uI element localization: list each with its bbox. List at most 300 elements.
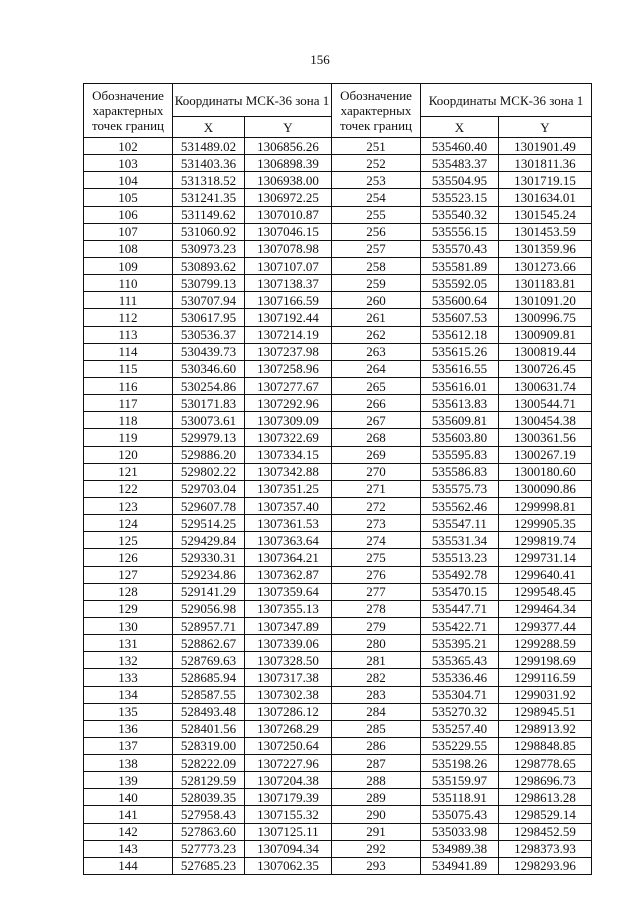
- cell-x-left: 531318.52: [173, 172, 245, 189]
- table-row: [84, 583, 592, 600]
- cell-point-id-right: 291: [332, 823, 421, 840]
- cell-y-left: 1306938.00: [245, 172, 332, 189]
- cell-point-id-right: 266: [332, 395, 421, 412]
- table-row: [84, 326, 592, 343]
- cell-y-right: 1299288.59: [499, 635, 592, 652]
- cell-y-right: 1300631.74: [499, 377, 592, 394]
- cell-y-right: 1298913.92: [499, 720, 592, 737]
- cell-y-left: 1307258.96: [245, 360, 332, 377]
- cell-y-left: 1307094.34: [245, 840, 332, 857]
- cell-point-id-left: 104: [84, 172, 173, 189]
- table-row: [84, 566, 592, 583]
- cell-y-left: 1307302.38: [245, 686, 332, 703]
- table-row: [84, 189, 592, 206]
- cell-point-id-right: 252: [332, 155, 421, 172]
- cell-point-id-left: 103: [84, 155, 173, 172]
- cell-y-left: 1307277.67: [245, 377, 332, 394]
- table-row: [84, 395, 592, 412]
- cell-y-right: 1301091.20: [499, 292, 592, 309]
- cell-y-right: 1300180.60: [499, 463, 592, 480]
- cell-x-right: 535523.15: [421, 189, 499, 206]
- cell-x-right: 535595.83: [421, 446, 499, 463]
- cell-x-left: 528401.56: [173, 720, 245, 737]
- cell-point-id-right: 279: [332, 617, 421, 634]
- cell-x-left: 530799.13: [173, 275, 245, 292]
- cell-y-left: 1307046.15: [245, 223, 332, 240]
- cell-y-left: 1307357.40: [245, 497, 332, 514]
- cell-point-id-right: 254: [332, 189, 421, 206]
- cell-x-right: 535257.40: [421, 720, 499, 737]
- cell-x-left: 530707.94: [173, 292, 245, 309]
- cell-point-id-left: 119: [84, 429, 173, 446]
- cell-y-left: 1307125.11: [245, 823, 332, 840]
- cell-x-left: 530893.62: [173, 257, 245, 274]
- cell-x-left: 529703.04: [173, 480, 245, 497]
- cell-y-left: 1307204.38: [245, 772, 332, 789]
- cell-point-id-right: 282: [332, 669, 421, 686]
- cell-y-right: 1301545.24: [499, 206, 592, 223]
- cell-x-left: 527773.23: [173, 840, 245, 857]
- cell-y-left: 1307361.53: [245, 515, 332, 532]
- table-row: [84, 412, 592, 429]
- table-row: [84, 446, 592, 463]
- cell-y-right: 1299116.59: [499, 669, 592, 686]
- cell-point-id-right: 270: [332, 463, 421, 480]
- cell-point-id-right: 263: [332, 343, 421, 360]
- cell-x-left: 527863.60: [173, 823, 245, 840]
- cell-y-left: 1307351.25: [245, 480, 332, 497]
- cell-x-right: 535159.97: [421, 772, 499, 789]
- cell-point-id-left: 142: [84, 823, 173, 840]
- cell-y-left: 1307078.98: [245, 240, 332, 257]
- cell-point-id-right: 283: [332, 686, 421, 703]
- cell-y-right: 1300361.56: [499, 429, 592, 446]
- cell-x-right: 535607.53: [421, 309, 499, 326]
- cell-point-id-left: 134: [84, 686, 173, 703]
- cell-y-left: 1307359.64: [245, 583, 332, 600]
- cell-x-right: 535616.01: [421, 377, 499, 394]
- cell-x-left: 528319.00: [173, 737, 245, 754]
- cell-x-left: 531403.36: [173, 155, 245, 172]
- cell-y-left: 1307010.87: [245, 206, 332, 223]
- cell-point-id-right: 268: [332, 429, 421, 446]
- cell-y-right: 1300544.71: [499, 395, 592, 412]
- cell-y-right: 1298613.28: [499, 789, 592, 806]
- cell-point-id-right: 287: [332, 755, 421, 772]
- cell-y-left: 1307166.59: [245, 292, 332, 309]
- cell-y-left: 1307179.39: [245, 789, 332, 806]
- cell-y-left: 1307227.96: [245, 755, 332, 772]
- cell-y-right: 1298373.93: [499, 840, 592, 857]
- cell-y-right: 1301273.66: [499, 257, 592, 274]
- header-coordinates-right: Координаты МСК-36 зона 1: [421, 84, 592, 117]
- cell-point-id-right: 260: [332, 292, 421, 309]
- cell-point-id-right: 274: [332, 532, 421, 549]
- cell-x-left: 528129.59: [173, 772, 245, 789]
- cell-point-id-left: 133: [84, 669, 173, 686]
- cell-y-left: 1307268.29: [245, 720, 332, 737]
- cell-x-left: 529979.13: [173, 429, 245, 446]
- cell-y-left: 1307292.96: [245, 395, 332, 412]
- cell-point-id-right: 255: [332, 206, 421, 223]
- cell-point-id-right: 288: [332, 772, 421, 789]
- header-point-label-left: Обозначение характерных точек границ: [84, 84, 173, 138]
- cell-point-id-left: 132: [84, 652, 173, 669]
- cell-x-left: 529234.86: [173, 566, 245, 583]
- cell-x-left: 531149.62: [173, 206, 245, 223]
- cell-x-left: 529514.25: [173, 515, 245, 532]
- cell-x-right: 535562.46: [421, 497, 499, 514]
- cell-point-id-right: 251: [332, 138, 421, 155]
- cell-x-left: 528493.48: [173, 703, 245, 720]
- cell-x-left: 531060.92: [173, 223, 245, 240]
- cell-y-right: 1299819.74: [499, 532, 592, 549]
- cell-x-right: 535336.46: [421, 669, 499, 686]
- cell-y-right: 1299198.69: [499, 652, 592, 669]
- table-row: [84, 429, 592, 446]
- cell-x-right: 535365.43: [421, 652, 499, 669]
- cell-x-left: 529330.31: [173, 549, 245, 566]
- header-point-label-right: Обозначение характерных точек границ: [332, 84, 421, 138]
- cell-y-left: 1307328.50: [245, 652, 332, 669]
- table-row: [84, 480, 592, 497]
- cell-x-left: 530439.73: [173, 343, 245, 360]
- cell-point-id-left: 118: [84, 412, 173, 429]
- table-row: [84, 138, 592, 155]
- cell-x-right: 535616.55: [421, 360, 499, 377]
- cell-point-id-right: 262: [332, 326, 421, 343]
- cell-point-id-right: 285: [332, 720, 421, 737]
- cell-x-left: 529141.29: [173, 583, 245, 600]
- cell-x-right: 535570.43: [421, 240, 499, 257]
- cell-x-right: 535612.18: [421, 326, 499, 343]
- cell-y-left: 1307155.32: [245, 806, 332, 823]
- cell-point-id-left: 121: [84, 463, 173, 480]
- cell-y-right: 1299640.41: [499, 566, 592, 583]
- table-row: [84, 720, 592, 737]
- cell-point-id-right: 257: [332, 240, 421, 257]
- cell-y-right: 1299548.45: [499, 583, 592, 600]
- cell-y-right: 1299464.34: [499, 600, 592, 617]
- cell-x-right: 535470.15: [421, 583, 499, 600]
- cell-point-id-right: 272: [332, 497, 421, 514]
- cell-y-right: 1299031.92: [499, 686, 592, 703]
- cell-point-id-left: 120: [84, 446, 173, 463]
- table-row: [84, 206, 592, 223]
- cell-y-right: 1298696.73: [499, 772, 592, 789]
- cell-point-id-right: 259: [332, 275, 421, 292]
- cell-point-id-left: 129: [84, 600, 173, 617]
- cell-y-left: 1307355.13: [245, 600, 332, 617]
- table-row: [84, 377, 592, 394]
- cell-point-id-left: 126: [84, 549, 173, 566]
- cell-x-left: 527685.23: [173, 857, 245, 874]
- cell-x-right: 535547.11: [421, 515, 499, 532]
- cell-y-left: 1307214.19: [245, 326, 332, 343]
- cell-y-right: 1298778.65: [499, 755, 592, 772]
- table-row: [84, 309, 592, 326]
- cell-point-id-left: 105: [84, 189, 173, 206]
- table-row: [84, 172, 592, 189]
- cell-point-id-left: 139: [84, 772, 173, 789]
- cell-x-left: 530254.86: [173, 377, 245, 394]
- cell-y-left: 1307363.64: [245, 532, 332, 549]
- cell-y-right: 1300819.44: [499, 343, 592, 360]
- cell-x-right: 535600.64: [421, 292, 499, 309]
- coordinates-table: [83, 83, 592, 875]
- cell-x-left: 530536.37: [173, 326, 245, 343]
- cell-point-id-left: 123: [84, 497, 173, 514]
- cell-x-right: 535422.71: [421, 617, 499, 634]
- table-row: [84, 772, 592, 789]
- cell-point-id-left: 111: [84, 292, 173, 309]
- cell-y-left: 1307138.37: [245, 275, 332, 292]
- table-row: [84, 515, 592, 532]
- cell-y-right: 1301634.01: [499, 189, 592, 206]
- cell-y-right: 1301183.81: [499, 275, 592, 292]
- cell-y-left: 1307250.64: [245, 737, 332, 754]
- cell-point-id-right: 292: [332, 840, 421, 857]
- cell-x-right: 535483.37: [421, 155, 499, 172]
- table-row: [84, 617, 592, 634]
- table-row: [84, 532, 592, 549]
- header-y-right: Y: [499, 117, 592, 138]
- cell-point-id-left: 113: [84, 326, 173, 343]
- cell-x-left: 530171.83: [173, 395, 245, 412]
- cell-x-left: 528769.63: [173, 652, 245, 669]
- cell-point-id-left: 106: [84, 206, 173, 223]
- cell-y-left: 1307107.07: [245, 257, 332, 274]
- table-row: [84, 240, 592, 257]
- cell-y-left: 1307192.44: [245, 309, 332, 326]
- table-row: [84, 223, 592, 240]
- cell-x-right: 535540.32: [421, 206, 499, 223]
- cell-point-id-right: 277: [332, 583, 421, 600]
- cell-x-left: 527958.43: [173, 806, 245, 823]
- cell-point-id-left: 102: [84, 138, 173, 155]
- table-row: [84, 292, 592, 309]
- cell-x-right: 535504.95: [421, 172, 499, 189]
- cell-point-id-right: 290: [332, 806, 421, 823]
- cell-point-id-left: 116: [84, 377, 173, 394]
- cell-y-left: 1307347.89: [245, 617, 332, 634]
- table-row: [84, 463, 592, 480]
- table-row: [84, 669, 592, 686]
- cell-y-left: 1307237.98: [245, 343, 332, 360]
- cell-y-left: 1307062.35: [245, 857, 332, 874]
- cell-y-right: 1301359.96: [499, 240, 592, 257]
- cell-y-left: 1307364.21: [245, 549, 332, 566]
- cell-point-id-left: 112: [84, 309, 173, 326]
- cell-x-right: 535492.78: [421, 566, 499, 583]
- cell-point-id-right: 253: [332, 172, 421, 189]
- table-row: [84, 549, 592, 566]
- cell-y-right: 1299998.81: [499, 497, 592, 514]
- cell-point-id-right: 265: [332, 377, 421, 394]
- cell-point-id-left: 108: [84, 240, 173, 257]
- cell-y-right: 1300909.81: [499, 326, 592, 343]
- cell-point-id-left: 128: [84, 583, 173, 600]
- cell-y-left: 1306856.26: [245, 138, 332, 155]
- table-row: [84, 840, 592, 857]
- cell-x-left: 531489.02: [173, 138, 245, 155]
- cell-y-right: 1301453.59: [499, 223, 592, 240]
- table-row: [84, 755, 592, 772]
- cell-y-right: 1301901.49: [499, 138, 592, 155]
- cell-point-id-left: 124: [84, 515, 173, 532]
- cell-point-id-right: 293: [332, 857, 421, 874]
- cell-point-id-left: 131: [84, 635, 173, 652]
- cell-y-left: 1307342.88: [245, 463, 332, 480]
- cell-point-id-right: 264: [332, 360, 421, 377]
- cell-y-right: 1299377.44: [499, 617, 592, 634]
- cell-x-right: 535395.21: [421, 635, 499, 652]
- table-row: [84, 823, 592, 840]
- cell-point-id-left: 125: [84, 532, 173, 549]
- cell-x-right: 535603.80: [421, 429, 499, 446]
- cell-y-left: 1306972.25: [245, 189, 332, 206]
- cell-y-left: 1307317.38: [245, 669, 332, 686]
- cell-point-id-left: 114: [84, 343, 173, 360]
- cell-point-id-right: 276: [332, 566, 421, 583]
- cell-y-right: 1300996.75: [499, 309, 592, 326]
- cell-y-right: 1299731.14: [499, 549, 592, 566]
- table-row: [84, 857, 592, 874]
- table-row: [84, 343, 592, 360]
- cell-y-left: 1307334.15: [245, 446, 332, 463]
- cell-x-right: 535229.55: [421, 737, 499, 754]
- table-row: [84, 737, 592, 754]
- table-row: [84, 497, 592, 514]
- cell-y-right: 1298293.96: [499, 857, 592, 874]
- cell-point-id-left: 115: [84, 360, 173, 377]
- cell-x-left: 529429.84: [173, 532, 245, 549]
- table-row: [84, 600, 592, 617]
- cell-point-id-right: 289: [332, 789, 421, 806]
- cell-point-id-right: 258: [332, 257, 421, 274]
- header-y-left: Y: [245, 117, 332, 138]
- cell-x-left: 528039.35: [173, 789, 245, 806]
- cell-x-right: 535513.23: [421, 549, 499, 566]
- cell-x-right: 535304.71: [421, 686, 499, 703]
- cell-y-right: 1300726.45: [499, 360, 592, 377]
- table-row: [84, 155, 592, 172]
- cell-x-left: 530346.60: [173, 360, 245, 377]
- cell-point-id-right: 275: [332, 549, 421, 566]
- cell-point-id-left: 122: [84, 480, 173, 497]
- cell-x-right: 534941.89: [421, 857, 499, 874]
- table-row: [84, 703, 592, 720]
- table-row: [84, 635, 592, 652]
- cell-x-right: 535556.15: [421, 223, 499, 240]
- table-row: [84, 257, 592, 274]
- page-number: 156: [310, 52, 330, 67]
- table-row: [84, 275, 592, 292]
- cell-x-left: 530973.23: [173, 240, 245, 257]
- table-header: [84, 84, 592, 138]
- cell-y-left: 1307286.12: [245, 703, 332, 720]
- cell-y-right: 1299905.35: [499, 515, 592, 532]
- cell-x-right: 535613.83: [421, 395, 499, 412]
- cell-x-right: 535033.98: [421, 823, 499, 840]
- cell-point-id-left: 136: [84, 720, 173, 737]
- table-row: [84, 652, 592, 669]
- cell-x-right: 535531.34: [421, 532, 499, 549]
- cell-y-left: 1307322.69: [245, 429, 332, 446]
- cell-x-right: 535075.43: [421, 806, 499, 823]
- cell-x-right: 535615.26: [421, 343, 499, 360]
- cell-point-id-right: 273: [332, 515, 421, 532]
- cell-point-id-left: 141: [84, 806, 173, 823]
- cell-y-right: 1300454.38: [499, 412, 592, 429]
- cell-point-id-left: 117: [84, 395, 173, 412]
- cell-y-right: 1300090.86: [499, 480, 592, 497]
- cell-point-id-right: 281: [332, 652, 421, 669]
- cell-point-id-right: 280: [332, 635, 421, 652]
- header-coordinates-left: Координаты МСК-36 зона 1: [173, 84, 332, 117]
- cell-x-right: 535270.32: [421, 703, 499, 720]
- cell-x-left: 529607.78: [173, 497, 245, 514]
- cell-point-id-right: 256: [332, 223, 421, 240]
- table-row: [84, 789, 592, 806]
- header-x-left: X: [173, 117, 245, 138]
- cell-point-id-right: 267: [332, 412, 421, 429]
- cell-point-id-left: 140: [84, 789, 173, 806]
- cell-point-id-left: 110: [84, 275, 173, 292]
- cell-x-left: 529802.22: [173, 463, 245, 480]
- cell-y-right: 1301811.36: [499, 155, 592, 172]
- cell-point-id-left: 130: [84, 617, 173, 634]
- cell-point-id-left: 143: [84, 840, 173, 857]
- cell-x-left: 529886.20: [173, 446, 245, 463]
- cell-x-right: 534989.38: [421, 840, 499, 857]
- cell-y-right: 1301719.15: [499, 172, 592, 189]
- cell-y-right: 1300267.19: [499, 446, 592, 463]
- cell-x-right: 535118.91: [421, 789, 499, 806]
- cell-y-right: 1298529.14: [499, 806, 592, 823]
- cell-x-left: 528222.09: [173, 755, 245, 772]
- cell-x-right: 535581.89: [421, 257, 499, 274]
- cell-x-left: 529056.98: [173, 600, 245, 617]
- cell-x-right: 535609.81: [421, 412, 499, 429]
- cell-x-right: 535586.83: [421, 463, 499, 480]
- cell-x-left: 530617.95: [173, 309, 245, 326]
- cell-point-id-right: 261: [332, 309, 421, 326]
- cell-x-left: 528685.94: [173, 669, 245, 686]
- cell-point-id-right: 271: [332, 480, 421, 497]
- cell-y-left: 1307339.06: [245, 635, 332, 652]
- cell-x-right: 535592.05: [421, 275, 499, 292]
- cell-point-id-left: 127: [84, 566, 173, 583]
- cell-point-id-left: 137: [84, 737, 173, 754]
- cell-x-left: 530073.61: [173, 412, 245, 429]
- cell-y-right: 1298848.85: [499, 737, 592, 754]
- cell-y-left: 1307362.87: [245, 566, 332, 583]
- cell-y-right: 1298452.59: [499, 823, 592, 840]
- cell-point-id-right: 278: [332, 600, 421, 617]
- cell-point-id-left: 135: [84, 703, 173, 720]
- cell-x-left: 528587.55: [173, 686, 245, 703]
- table-body: [84, 138, 592, 875]
- cell-x-left: 528862.67: [173, 635, 245, 652]
- cell-x-right: 535575.73: [421, 480, 499, 497]
- cell-y-left: 1306898.39: [245, 155, 332, 172]
- cell-x-right: 535447.71: [421, 600, 499, 617]
- table-row: [84, 686, 592, 703]
- cell-point-id-right: 269: [332, 446, 421, 463]
- cell-x-left: 531241.35: [173, 189, 245, 206]
- cell-x-right: 535198.26: [421, 755, 499, 772]
